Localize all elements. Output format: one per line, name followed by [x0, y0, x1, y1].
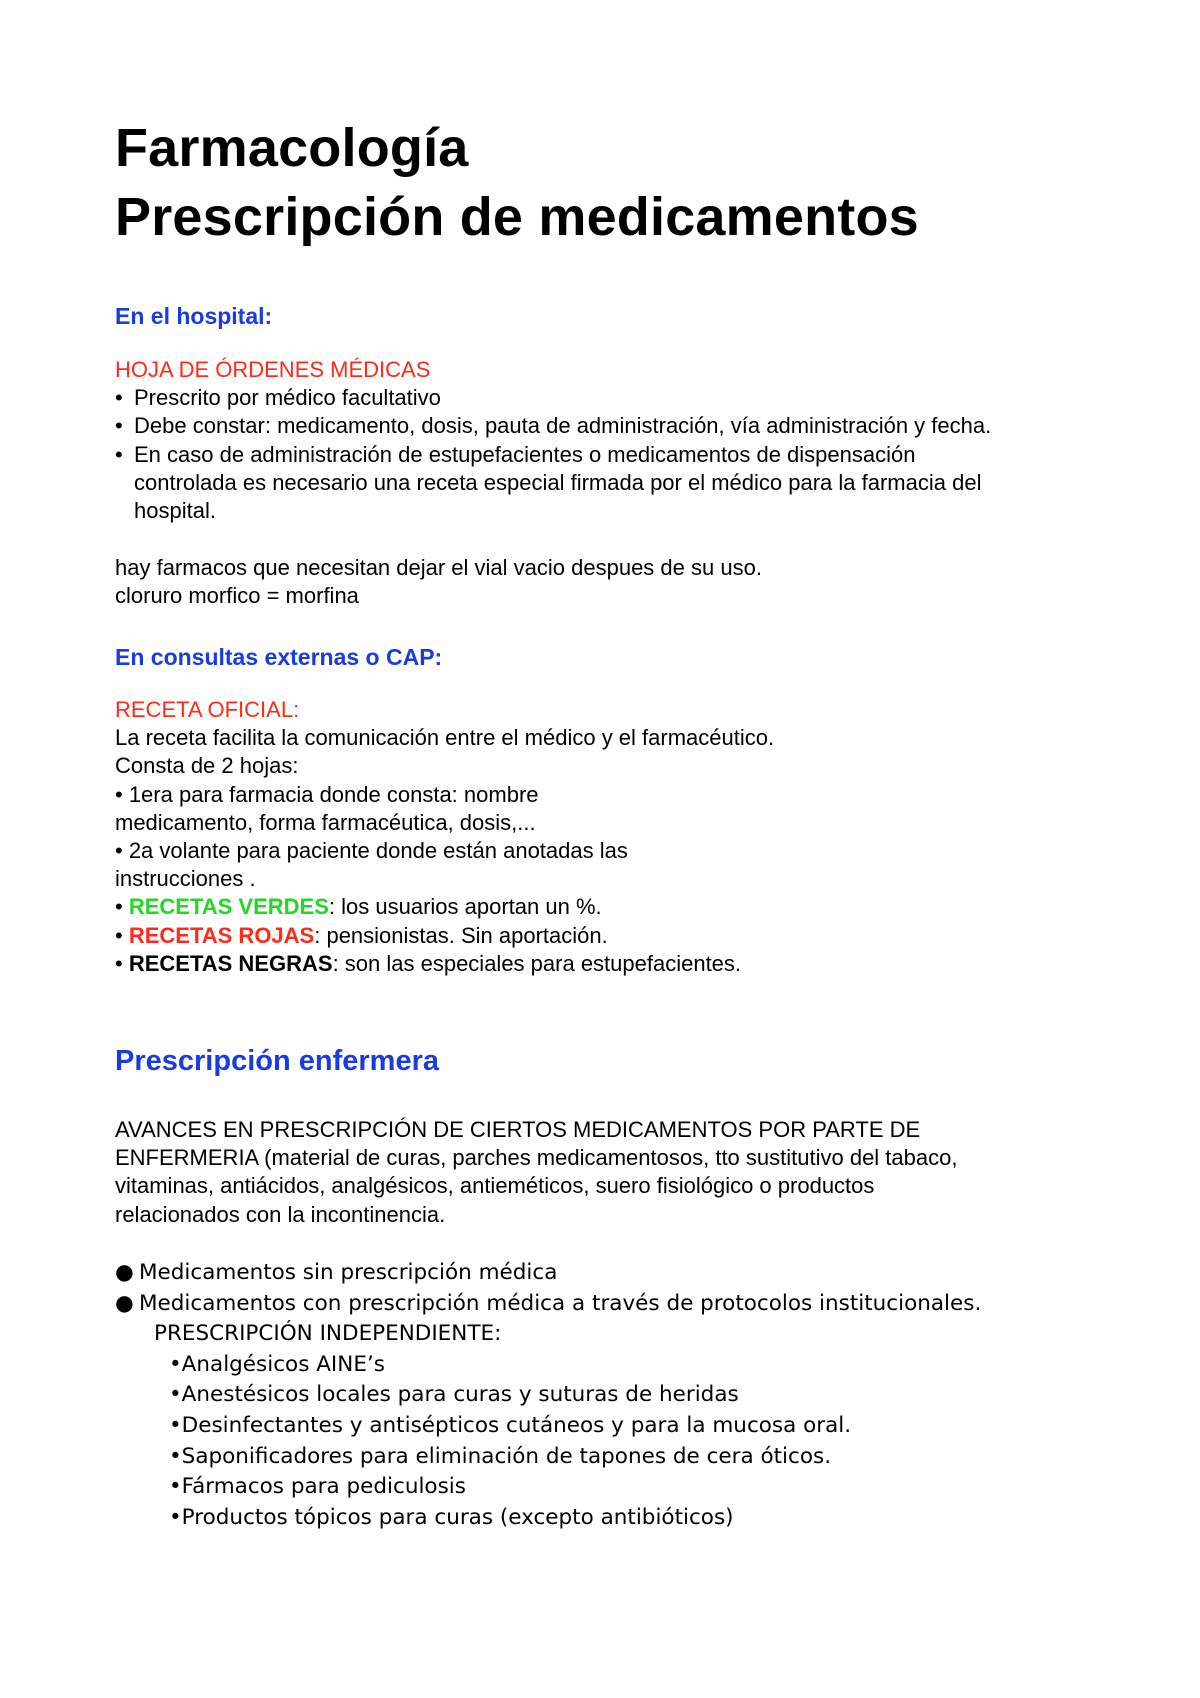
bullet-dot: • [115, 385, 123, 411]
receta-oficial-block [115, 696, 774, 978]
enfermera-list [115, 1258, 981, 1533]
enfermera-para-line-3: vitaminas, antiácidos, analgésicos, antieméticos, suero fisiológico o productos [115, 1173, 875, 1199]
enfermera-heading: Prescripción enfermera [115, 1045, 439, 1077]
hospital-bullet-2: • Debe constar: medicamento, dosis, pauta de administración, vía administración y fecha. [115, 412, 991, 440]
receta-line-4: medicamento, forma farmacéutica, dosis,... [115, 809, 536, 835]
title-line-2: Prescripción de medicamentos [115, 187, 919, 247]
document-title [115, 114, 919, 252]
receta-line-6: instrucciones . [115, 866, 256, 892]
receta-line-3: • 1era para farmacia donde consta: nombre [115, 781, 539, 807]
hospital-notes [115, 554, 762, 610]
recetas-rojas-label: RECETAS ROJAS [128, 922, 315, 948]
enfermera-para-line-4: relacionados con la incontinencia. [115, 1201, 446, 1227]
recetas-verdes-label: RECETAS VERDES [128, 894, 329, 920]
receta-line-5: • 2a volante para paciente donde están anotadas las [115, 838, 628, 864]
hospital-bullet-1: • Prescrito por médico facultativo [115, 384, 991, 412]
list-item-con-prescripcion: ● Medicamentos con prescripción médica a través de protocolos institucionales. [115, 1289, 981, 1320]
title-line-1: Farmacología [115, 118, 469, 178]
hospital-section [115, 302, 272, 330]
independiente-item-5: •Fármacos para pediculosis [169, 1474, 466, 1500]
recetas-negras-item: • RECETAS NEGRAS: son las especiales para estupefacientes. [115, 950, 742, 976]
hospital-bullet-3: • En caso de administración de estupefacientes o medicamentos de dispensación [115, 441, 991, 469]
consultas-section [115, 643, 442, 671]
enfermera-para-line-1: AVANCES EN PRESCRIPCIÓN DE CIERTOS MEDICAMENTOS POR PARTE DE [115, 1117, 921, 1142]
bullet-dot: ● [115, 1290, 134, 1316]
independiente-item-4: •Saponificadores para eliminación de tapones de cera óticos. [169, 1443, 832, 1469]
independiente-item-3: •Desinfectantes y antisépticos cutáneos y para la mucosa oral. [169, 1412, 852, 1438]
recetas-rojas-item: • RECETAS ROJAS: pensionistas. Sin aportación. [115, 922, 608, 948]
recetas-negras-label: RECETAS NEGRAS [128, 950, 333, 976]
consultas-heading: En consultas externas o CAP: [115, 644, 443, 670]
receta-line-2: Consta de 2 hojas: [115, 753, 299, 779]
enfermera-para-line-2: ENFERMERIA (material de curas, parches medicamentosos, tto sustitutivo del tabaco, [115, 1145, 958, 1171]
hoja-ordenes-heading: HOJA DE ÓRDENES MÉDICAS [115, 357, 431, 382]
independiente-item-2: •Anestésicos locales para curas y suturas de heridas [169, 1382, 739, 1408]
receta-line-1: La receta facilita la comunicación entre el médico y el farmacéutico. [115, 725, 775, 751]
list-item-sin-prescripcion: ● Medicamentos sin prescripción médica [115, 1258, 981, 1289]
bullet-dot: ● [115, 1260, 134, 1285]
hospital-heading: En el hospital: [115, 303, 273, 329]
bullet-dot: • [115, 441, 123, 467]
independiente-item-6: •Productos tópicos para curas (excepto antibióticos) [169, 1504, 734, 1530]
hospital-orders [115, 356, 991, 525]
receta-oficial-heading: RECETA OFICIAL: [115, 697, 300, 722]
independiente-heading: PRESCRIPCIÓN INDEPENDIENTE: [154, 1321, 502, 1347]
hospital-bullet-3-end: hospital. [134, 498, 216, 524]
hospital-bullet-3-cont: controlada es necesario una receta especial firmada por el médico para la farmacia del [134, 469, 982, 495]
note-vial: hay farmacos que necesitan dejar el vial vacio despues de su uso. [115, 555, 762, 580]
note-morfina: cloruro morfico = morfina [115, 583, 359, 609]
enfermera-paragraph [115, 1116, 957, 1229]
bullet-dot: • [115, 413, 123, 439]
independiente-item-1: •Analgésicos AINE’s [169, 1351, 385, 1377]
recetas-verdes-item: • RECETAS VERDES: los usuarios aportan un %. [115, 894, 602, 920]
